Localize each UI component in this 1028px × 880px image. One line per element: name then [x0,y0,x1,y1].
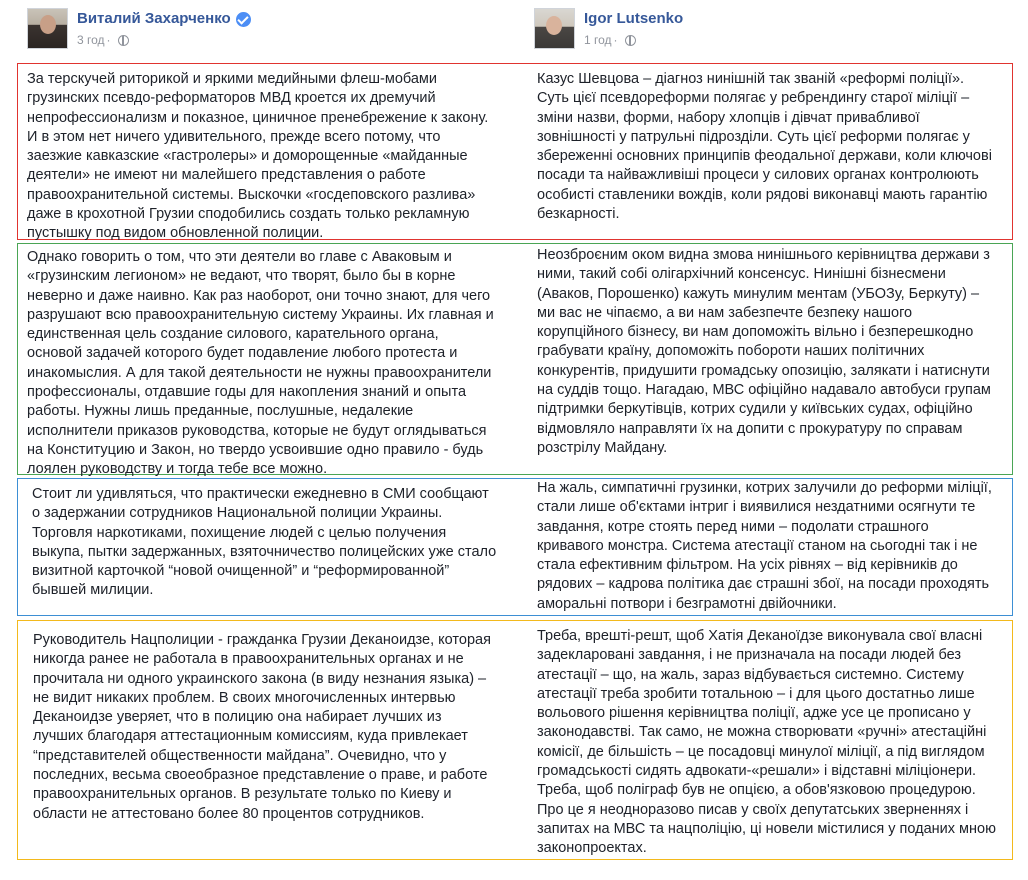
left-author-name[interactable]: Виталий Захарченко [77,10,231,27]
left-quote-text: Руководитель Нацполиции - гражданка Грузии Деканоидзе, которая никогда ранее не работала в правоохранительных органах и не прочитала ни одного украинского закона (в виду незнания языка) – не видит никаких проблем. В своих многочисленных интервью Деканоидзе уверяет, что в полицию она набирает лучших из лучших благодаря аттестационным комиссиям, куда привлекает “представителей общественности майдана”. Очевидно, что у последних, весьма своеобразное представление о праве, и работе правоохранительных органов. В результате только по Киеву и области не аттестовано более 80 процентов сотрудников. [33,632,491,822]
verified-badge-icon [236,12,251,27]
left-author-avatar[interactable] [27,8,68,49]
left-author-header [27,8,251,54]
right-quote-text: Казус Шевцова – діагноз нинішній так званій «реформі поліції». Суть цієї псевдореформи полягає у ребрендингу старої міліції – зміни назви, форми, набору хлопців і дівчат привабливої зовнішності у патрульні підрозділи. Суть цієї реформи полягає у збереженні основних принципів феодальної держави, коли ключові посади та найважливіші процеси у силових органах контролюють особисті ставленики вождів, коли рядові виконавці мають гарантію безкарності. [537,71,992,223]
right-quote-text: Треба, врешті-решт, щоб Хатія Деканоїдзе виконувала свої власні задекларовані завдання, і не призначала на посади людей без атестації – що, на жаль, зараз відбувається системно. Систему атестації треба зробити тотальною – і для цього достатньо лише вольового рішення керівництва поліції, адже усе це прописано у законодавстві. Так само, не можна створювати «ручні» атестаційні комісії, де більшість – це посадовці минулої міліції, а під виглядом громадськості сидять адвокати-«решали» і відставні міліціонери. Треба, щоб поліграф був не опцією, а обов'язковою процедурою. Про це я неодноразово писав у своїх депутатських зверненнях і запитах на МВС та нацполіцію, ці новели містилися у поданих мною законопроектах. [537,628,996,857]
left-globe-icon [118,35,129,46]
right-quote-text: На жаль, симпатичні грузинки, котрих залучили до реформи міліції, стали лише об'єктами інтриг і виявилися нездатними осягнути те завдання, котре стоять перед ними – подолати страшного кривавого монстра. Система атестації станом на сьогодні так і не стала ефективним фільтром. На усіх рівнях – від керівників до рядових – кадрова політика дає страшні збої, на посади проходять аморальні потвори і безграмотні двійочники. [537,480,992,612]
right-author-avatar[interactable] [534,8,575,49]
right-time-separator: · [613,33,618,47]
left-quote-text: Однако говорить о том, что эти деятели во главе с Аваковым и «грузинским легионом» не ведают, что творят, было бы в корне неверно и даже наивно. Как раз наоборот, они точно знают, для чего разрушают всю правоохранительную систему Украины. Их главная и единственная цель создание силового, карательного органа, основой задачей которого будет подавление любого протеста и инакомыслия. А для такой деятельности не нужны правоохранители профессионалы, отдавшие годы для накопления знаний и опыта работы. Нужны лишь преданные, послушные, недалекие исполнители приказов руководства, которые не будут оглядываться на Конституцию и Закон, но твердо усвоившие одно правило - будь лоялен руководству и тогда тебе все можно. [27,249,494,478]
right-author-header [534,8,683,54]
comparison-block-blue [17,478,1013,616]
right-quote-text: Неозброєним оком видна змова нинішнього керівництва держави з ними, такий собі олігархічний консенсус. Нинішні бізнесмени (Аваков, Порошенко) кажуть минулим ментам (УБОЗу, Беркуту) – ми вас не чіпаємо, а ви нам забезпечте безпеку нашого корупційного бізнесу, ви нам допоможіть вільно і безперешкодно грабувати країну, допоможіть побороти наших політичних конкурентів, придушити громадську опозицію, залякати і натиснути на суддів тощо. Нагадаю, МВС офіційно надавало автобуси групам підтримки беркутівців, котрих судили у київських судах, офіційно відмовляло направляти їх на допити с прокуратуру по справам розстрілу Майдану. [537,247,991,456]
left-post-time[interactable]: 3 год [77,33,105,47]
left-quote-text: Стоит ли удивляться, что практически ежедневно в СМИ сообщают о задержании сотрудников Национальной полиции Украины. Торговля наркотиками, похищение людей с целью получения выкупа, пытки задержанных, взяточничество полицейских уже стало визитной карточкой “новой очищенной” и “реформированной” бывшей милиции. [32,486,497,599]
comparison-block-green [17,243,1013,478]
right-globe-icon [625,35,636,46]
comparison-block-red [17,63,1013,240]
right-author-name[interactable]: Igor Lutsenko [584,10,684,27]
left-time-separator: · [106,33,111,47]
right-post-time[interactable]: 1 год [584,33,612,47]
left-quote-text: За терскучей риторикой и яркими медийными флеш-мобами грузинских псевдо-реформаторов МВД кроется их дремучий непрофессионализм и показное, циничное пренебрежение к закону. И в этом нет ничего удивительного, прежде всего потому, что заезжие кавказские «гастролеры» и доморощенные «майданные деятели» не имеют ни малейшего представления о работе правоохранительной системы. Выскочки «госдеповского разлива» даже в крохотной Грузии сподобились создать только рекламную пустышку под видом обновленной полиции. [27,71,489,242]
comparison-block-yellow [17,620,1013,860]
